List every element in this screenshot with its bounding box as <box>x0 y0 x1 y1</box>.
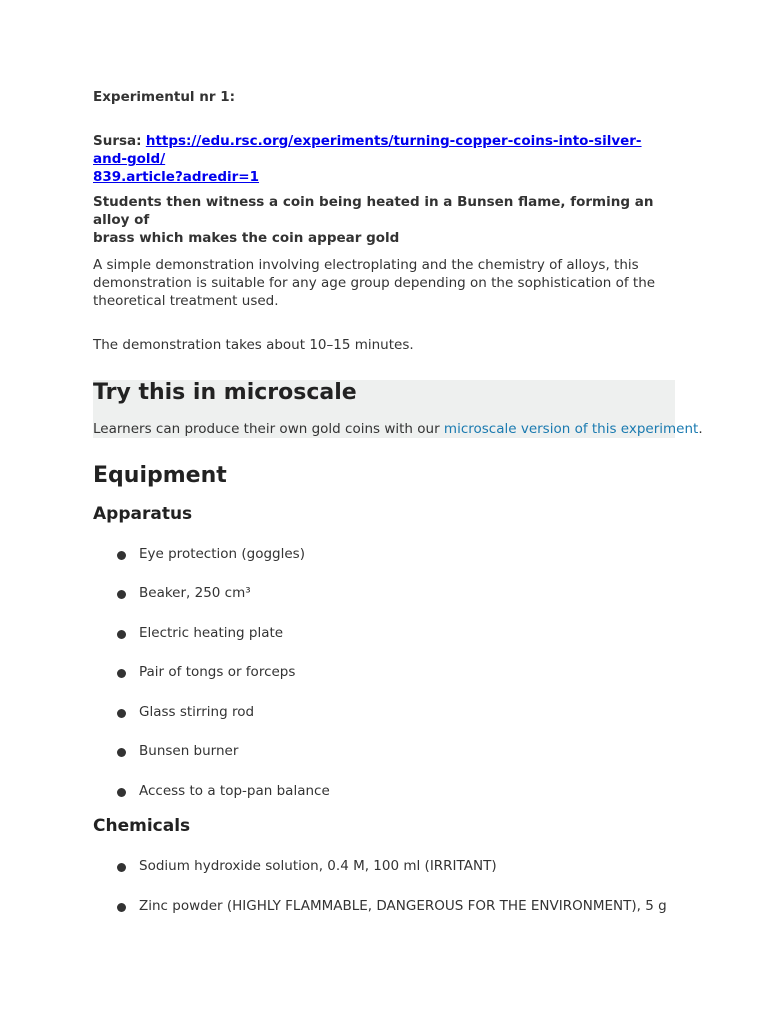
source-link-line1: https://edu.rsc.org/experiments/turning-copper-coins-into-silver-and-gold/ <box>93 133 642 167</box>
apparatus-item-text: Glass stirring rod <box>139 704 255 720</box>
chemicals-heading: Chemicals <box>93 816 191 836</box>
bullet-icon <box>117 863 126 872</box>
chemicals-list-item <box>93 857 675 877</box>
experiment-label: Experimentul nr 1: <box>93 89 236 105</box>
description-line3: theoretical treatment used. <box>93 293 279 309</box>
apparatus-list-item <box>93 782 675 802</box>
bullet-icon <box>117 709 126 718</box>
apparatus-item-text: Eye protection (goggles) <box>139 546 305 562</box>
chemicals-item-text: Zinc powder (HIGHLY FLAMMABLE, DANGEROUS FOR THE ENVIRONMENT), 5 g <box>139 898 667 914</box>
source-link[interactable] <box>93 133 642 185</box>
bullet-icon <box>117 903 126 912</box>
source-link-line2: 839.article?adredir=1 <box>93 169 260 185</box>
intro-bold-line1: Students then witness a coin being heated in a Bunsen flame, forming an alloy of <box>93 194 654 228</box>
bullet-icon <box>117 748 126 757</box>
apparatus-item-text: Beaker, 250 cm³ <box>139 585 251 601</box>
chemicals-list-item <box>93 897 675 917</box>
apparatus-list-item <box>93 742 675 762</box>
duration-text: The demonstration takes about 10–15 minutes. <box>93 337 414 353</box>
source-label: Sursa: <box>93 133 142 149</box>
apparatus-list-item <box>93 624 675 644</box>
description-line1: A simple demonstration involving electroplating and the chemistry of alloys, this <box>93 257 639 273</box>
bullet-icon <box>117 590 126 599</box>
apparatus-item-text: Access to a top-pan balance <box>139 783 330 799</box>
apparatus-item-text: Pair of tongs or forceps <box>139 664 296 680</box>
apparatus-list-item <box>93 584 675 604</box>
microscale-title: Try this in microscale <box>93 380 357 405</box>
chemicals-item-text: Sodium hydroxide solution, 0.4 M, 100 ml (IRRITANT) <box>139 858 497 874</box>
apparatus-item-text: Electric heating plate <box>139 625 284 641</box>
bullet-icon <box>117 551 126 560</box>
description-paragraph <box>93 256 675 310</box>
equipment-heading: Equipment <box>93 463 227 488</box>
apparatus-list-item <box>93 545 675 565</box>
intro-bold-paragraph <box>93 193 675 247</box>
intro-bold-line2: brass which makes the coin appear gold <box>93 230 400 246</box>
bullet-icon <box>117 630 126 639</box>
description-line2: demonstration is suitable for any age group depending on the sophistication of the <box>93 275 656 291</box>
microscale-text-after: . <box>698 421 703 437</box>
source-paragraph <box>93 132 675 186</box>
apparatus-list-item <box>93 703 675 723</box>
microscale-text <box>93 420 703 438</box>
apparatus-list-item <box>93 663 675 683</box>
bullet-icon <box>117 669 126 678</box>
bullet-icon <box>117 788 126 797</box>
microscale-text-before: Learners can produce their own gold coins with our <box>93 421 444 437</box>
apparatus-item-text: Bunsen burner <box>139 743 239 759</box>
microscale-link[interactable]: microscale version of this experiment <box>443 421 699 437</box>
apparatus-heading: Apparatus <box>93 504 193 524</box>
